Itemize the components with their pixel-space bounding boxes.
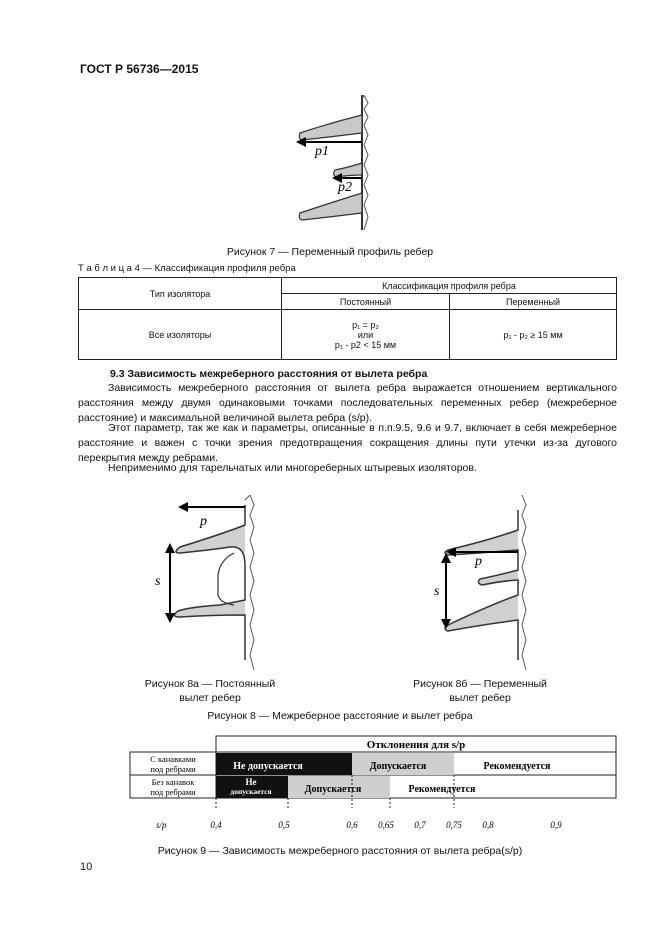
figure-9-caption: Рисунок 9 — Зависимость межреберного расстояния от вылета ребра(s/p) <box>157 845 523 857</box>
section-paragraph-2: Этот параметр, так же как и параметры, описанные в п.п.9.5, 9.6 и 9.7, включает в себя межреберное расстояние и важен с точки зрения предотвращения сокращения длины пути утечки из-за дугового перекрытия между ребрами. <box>78 422 617 464</box>
cell-constant-condition <box>282 310 450 360</box>
section-paragraph-3: Неприменимо для тарельчатых или многореберных штыревых изоляторов. <box>108 462 477 474</box>
table-4-title: Т а б л и ц а 4 — Классификация профиля ребра <box>78 263 296 274</box>
fig9-row2-label-1: Без канавок <box>151 777 195 787</box>
label-p-8a: p <box>200 514 207 529</box>
row-all-insulators: Все изоляторы <box>79 310 282 360</box>
fig9-row2-allowed: Допускается <box>304 784 362 795</box>
fig9-row2-recommended: Рекомендуется <box>408 784 476 795</box>
label-s-8b: s <box>434 584 440 599</box>
header-profile-class: Классификация профиля ребра <box>282 278 617 294</box>
fig9-row2-label-2: под ребрами <box>150 787 196 797</box>
document-header: ГОСТ Р 56736—2015 <box>80 62 199 76</box>
figure-8-caption: Рисунок 8 — Межреберное расстояние и вылет ребра <box>207 710 473 722</box>
figure-8b-drawing <box>430 495 550 670</box>
label-s-8a: s <box>155 574 161 589</box>
fig9-tick-label: 0,8 <box>482 820 494 830</box>
fig9-tick-label: 0,9 <box>550 820 562 830</box>
figure-8b-caption-line-2: вылет ребер <box>449 692 511 704</box>
figure-7-drawing <box>290 95 390 230</box>
page-number: 10 <box>80 861 93 873</box>
fig9-row1-label-2: под ребрами <box>150 764 196 774</box>
insulator-variable-profile <box>296 95 368 230</box>
constant-line-1: p₁ = p₂ <box>352 319 379 330</box>
fig9-header: Отклонения для s/p <box>366 739 466 751</box>
table-4 <box>78 277 617 360</box>
figure-8a-caption <box>110 677 310 705</box>
fig9-tick-label: 0,65 <box>378 820 394 830</box>
header-constant: Постоянный <box>282 294 450 310</box>
label-p1: p1 <box>315 144 329 159</box>
cell-variable-condition: p₁ - p₂ ≥ 15 мм <box>450 310 617 360</box>
fig9-tick-label: 0,5 <box>278 820 290 830</box>
fig9-row2-not-allowed-1: Не <box>245 777 257 787</box>
fig9-row2-not-allowed-2: допускается <box>230 787 272 796</box>
insulator-variable-profile-8b <box>441 495 526 670</box>
constant-line-2: или <box>357 329 374 340</box>
fig9-tick-label: 0,6 <box>346 820 358 830</box>
figure-8a-drawing <box>150 495 270 670</box>
fig9-row1-recommended: Рекомендуется <box>483 761 551 772</box>
header-variable: Переменный <box>450 294 617 310</box>
constant-line-3: p₁ - p2 < 15 мм <box>334 339 397 350</box>
label-p-8b: p <box>475 554 482 569</box>
insulator-constant-profile <box>165 495 254 670</box>
section-heading: 9.3 Зависимость межреберного расстояния от вылета ребра <box>110 368 428 380</box>
figure-8a-caption-line-1: Рисунок 8а — Постоянный <box>144 678 276 690</box>
header-insulator-type: Тип изолятора <box>79 278 282 310</box>
fig9-row1-label-1: С канавками <box>150 754 196 764</box>
fig9-tick-label: 0,4 <box>210 820 222 830</box>
fig9-tick-label: 0,75 <box>446 820 462 830</box>
figure-9-chart <box>120 730 620 835</box>
fig9-row1-not-allowed: Не допускается <box>233 761 303 772</box>
fig9-tick-label: 0,7 <box>414 820 426 830</box>
section-paragraph-1: Зависимость межреберного расстояния от вылета ребра выражается отношением вертикального расстояния между двумя одинаковыми точками последовательных переменных ребер (межреберное расстояние) и максимальной величиной вылета ребра (s/p). <box>78 382 617 424</box>
figure-8b-caption <box>380 677 580 705</box>
fig9-row1-allowed: Допускается <box>369 761 427 772</box>
figure-8a-caption-line-2: вылет ребер <box>179 692 241 704</box>
fig9-axis-label: s/p <box>156 820 167 830</box>
figure-8b-caption-line-1: Рисунок 8б — Переменный <box>413 678 547 690</box>
label-p2: p2 <box>338 180 352 195</box>
figure-7-caption: Рисунок 7 — Переменный профиль ребер <box>226 246 434 258</box>
